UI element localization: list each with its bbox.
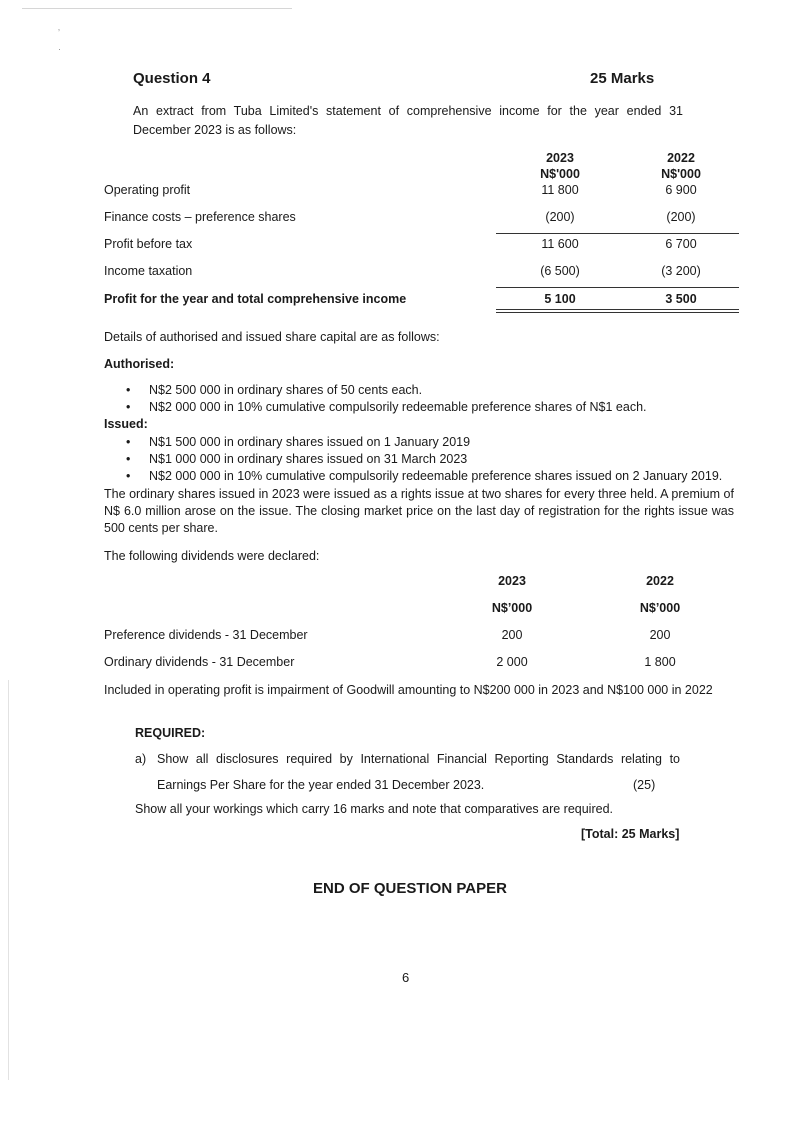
div-col-unit-2022: N$’000 <box>639 601 681 615</box>
workings-note: Show all your workings which carry 16 marks and note that comparatives are required. <box>135 802 613 816</box>
value-cell: (3 200) <box>661 264 701 278</box>
col-header-2023: 2023 N$'000 <box>540 151 580 181</box>
required-item-marks: (25) <box>633 778 656 792</box>
page-number: 6 <box>402 970 410 985</box>
value-cell: 11 800 <box>541 183 579 197</box>
total-rule-top <box>496 287 739 288</box>
required-item-letter: a) <box>135 752 147 766</box>
bullet-icon: • <box>126 469 131 483</box>
scan-edge-line <box>8 680 9 1080</box>
value-cell: 6 700 <box>665 237 697 251</box>
bullet-icon: • <box>126 435 131 449</box>
col-header-2022: 2022 N$'000 <box>661 151 701 181</box>
bullet-icon: • <box>126 400 131 414</box>
margin-mark: ʼ <box>58 28 60 38</box>
intro-paragraph: An extract from Tuba Limited's statement of comprehensive income for the year ended 31 December 2023 is as follows: <box>133 104 683 137</box>
total-marks: [Total: 25 Marks] <box>581 827 680 841</box>
total-double-rule <box>496 309 739 313</box>
row-label-income-taxation: Income taxation <box>104 264 193 278</box>
value-cell: 11 600 <box>541 237 579 251</box>
value-cell: 200 <box>501 628 523 642</box>
dividends-intro: The following dividends were declared: <box>104 549 320 563</box>
div-col-unit-2023: N$’000 <box>491 601 533 615</box>
value-cell: 2 000 <box>496 655 528 669</box>
bullet-icon: • <box>126 452 131 466</box>
authorised-heading: Authorised: <box>104 357 175 371</box>
list-item: • N$1 500 000 in ordinary shares issued on 1 January 2019 <box>126 435 471 449</box>
authorised-list <box>104 382 647 416</box>
question-marks: 25 Marks <box>590 70 655 87</box>
question-title: Question 4 <box>133 70 211 87</box>
row-label-profit-before-tax: Profit before tax <box>104 237 193 251</box>
value-cell: (200) <box>666 210 696 224</box>
value-cell: 200 <box>649 628 671 642</box>
row-label-preference-dividends: Preference dividends - 31 December <box>104 628 308 642</box>
required-item-line2: Earnings Per Share for the year ended 31 December 2023. <box>157 778 485 792</box>
required-heading: REQUIRED: <box>135 726 206 740</box>
rights-issue-paragraph: The ordinary shares issued in 2023 were issued as a rights issue at two shares for every three held. A premium of N$ 6.0 million arose on the issue. The closing market price on the last day of registration for the rights issue was 500 cents per share. <box>104 487 734 535</box>
div-col-year-2022: 2022 <box>646 574 674 588</box>
value-cell: (200) <box>545 210 575 224</box>
share-capital-intro: Details of authorised and issued share capital are as follows: <box>104 330 440 344</box>
row-label-ordinary-dividends: Ordinary dividends - 31 December <box>104 655 295 669</box>
list-item: • N$2 000 000 in 10% cumulative compulsorily redeemable preference shares of N$1 each. <box>126 400 647 414</box>
end-of-paper: END OF QUESTION PAPER <box>313 880 507 897</box>
row-label-operating-profit: Operating profit <box>104 183 191 197</box>
margin-mark: · <box>58 44 61 54</box>
list-item: • N$2 000 000 in 10% cumulative compulsorily redeemable preference shares issued on 2 January 2019. <box>126 469 723 483</box>
row-label-finance-costs: Finance costs – preference shares <box>104 210 296 224</box>
issued-list <box>104 434 722 485</box>
value-cell: 6 900 <box>665 183 697 197</box>
list-item: • N$1 000 000 in ordinary shares issued on 31 March 2023 <box>126 452 468 466</box>
div-col-year-2023: 2023 <box>498 574 526 588</box>
scan-top-line <box>22 8 292 9</box>
value-cell: 5 100 <box>544 292 576 306</box>
goodwill-note: Included in operating profit is impairment of Goodwill amounting to N$200 000 in 2023 and N$100 000 in 2022 <box>104 683 713 697</box>
row-label-profit-for-year: Profit for the year and total comprehensive income <box>104 292 407 306</box>
value-cell: (6 500) <box>540 264 580 278</box>
bullet-icon: • <box>126 383 131 397</box>
value-cell: 3 500 <box>665 292 697 306</box>
subtotal-rule <box>496 233 739 234</box>
list-item: • N$2 500 000 in ordinary shares of 50 cents each. <box>126 383 423 397</box>
required-item-line1: Show all disclosures required by International Financial Reporting Standards relating to <box>157 752 680 766</box>
issued-heading: Issued: <box>104 417 148 431</box>
value-cell: 1 800 <box>644 655 676 669</box>
